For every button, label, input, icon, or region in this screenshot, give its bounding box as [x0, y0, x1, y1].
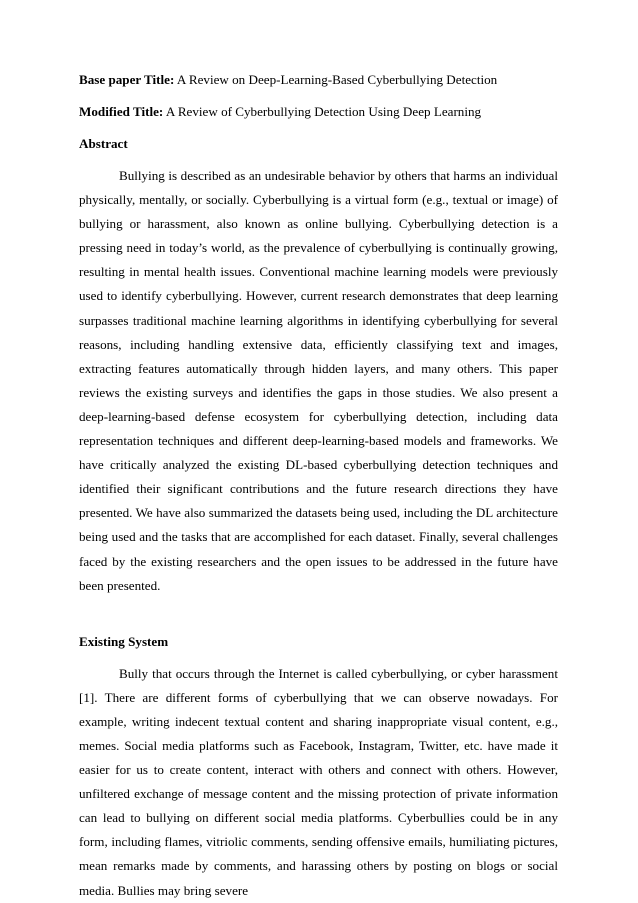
modified-title-text: A Review of Cyberbullying Detection Using Deep Learning — [163, 104, 482, 119]
base-paper-title-text: A Review on Deep-Learning-Based Cyberbullying Detection — [174, 72, 498, 87]
modified-title-label: Modified Title: — [79, 104, 164, 119]
base-paper-title-label: Base paper Title: — [79, 72, 175, 87]
abstract-body: Bullying is described as an undesirable behavior by others that harms an individual physically, mentally, or socially. Cyberbullying is a virtual form (e.g., textual or image) of bullying or harassment, also known as online bullying. Cyberbullying detection is a pressing need in today’s world, as the prevalence of cyberbullying is continually growing, resulting in mental health issues. Conventional machine learning models were previously used to identify cyberbullying. However, current research demonstrates that deep learning surpasses traditional machine learning algorithms in identifying cyberbullying for several reasons, including handling extensive data, efficiently classifying text and images, extracting features automatically through hidden layers, and many others. This paper reviews the existing surveys and identifies the gaps in those studies. We also present a deep-learning-based defense ecosystem for cyberbullying detection, including data representation techniques and different deep-learning-based models and frameworks. We have critically analyzed the existing DL-based cyberbullying detection techniques and identified their significant contributions and the future research directions they have presented. We have also summarized the datasets being used, including the DL architecture being used and the tasks that are accomplished for each dataset. Finally, several challenges faced by the existing researchers and the open issues to be addressed in the future have been presented. — [79, 168, 558, 593]
modified-title — [79, 102, 558, 122]
existing-system-heading: Existing System — [79, 633, 169, 649]
abstract-heading: Abstract — [79, 136, 128, 151]
base-paper-title — [79, 70, 558, 90]
section-gap — [79, 598, 558, 632]
existing-system-body: Bully that occurs through the Internet is called cyberbullying, or cyber harassment [1]. There are different forms of cyberbullying that we can observe nowadays. For example, writing indecent textual content and sharing inappropriate visual content, e.g., memes. Social media platforms such as Facebook, Instagram, Twitter, etc. have made it easier for us to create content, interact with others and connect with others. However, unfiltered exchange of message content and the missing protection of private information can lead to bullying on different social media platforms. Cyberbullies could be in any form, including flames, vitriolic comments, sending offensive emails, humiliating pictures, mean remarks made by comments, and harassing others by posting on blogs or social media. Bullies may bring severe — [79, 665, 558, 898]
